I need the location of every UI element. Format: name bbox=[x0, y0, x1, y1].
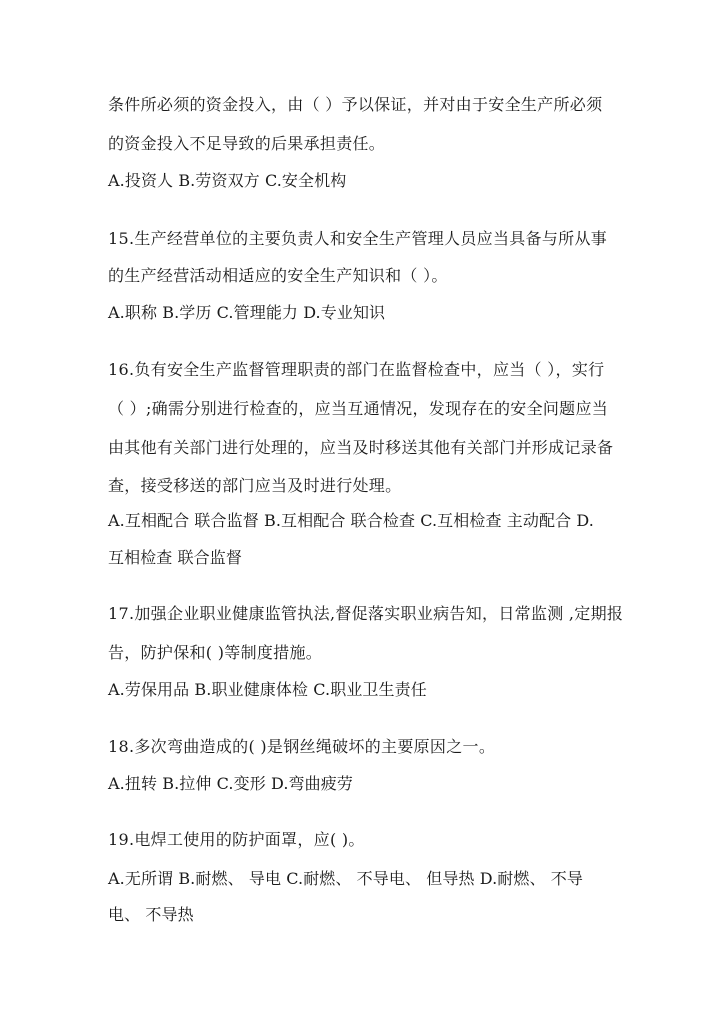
question-text-line: 16.负有安全生产监督管理职责的部门在监督检查中，应当（ ），实行 bbox=[108, 360, 605, 379]
question-text-line: 由其他有关部门进行处理的，应当及时移送其他有关部门并形成记录备 bbox=[108, 438, 614, 457]
answer-options: A.职称 B.学历 C.管理能力 D.专业知识 bbox=[108, 303, 386, 322]
question-text-line: 的资金投入不足导致的后果承担责任。 bbox=[108, 134, 386, 153]
question-text-line: 17.加强企业职业健康监管执法,督促落实职业病告知，日常监测 ,定期报 bbox=[108, 604, 624, 623]
answer-options: A.投资人 B.劳资双方 C.安全机构 bbox=[108, 171, 347, 190]
question-text-line: 告，防护保和( )等制度措施。 bbox=[108, 643, 323, 662]
answer-options: 互相检查 联合监督 bbox=[108, 548, 242, 567]
question-text-line: （ ）;确需分别进行检查的，应当互通情况，发现存在的安全问题应当 bbox=[108, 399, 609, 418]
answer-options: A.互相配合 联合监督 B.互相配合 联合检查 C.互相检查 主动配合 D. bbox=[108, 511, 594, 530]
answer-options: A.扭转 B.拉伸 C.变形 D.弯曲疲劳 bbox=[108, 774, 353, 793]
question-text-line: 的生产经营活动相适应的安全生产知识和（ ）。 bbox=[108, 266, 448, 285]
answer-options: A.劳保用品 B.职业健康体检 C.职业卫生责任 bbox=[108, 680, 427, 699]
answer-options: 电、 不导热 bbox=[108, 905, 194, 924]
question-text-line: 15.生产经营单位的主要负责人和安全生产管理人员应当具备与所从事 bbox=[108, 229, 608, 248]
question-text-line: 查，接受移送的部门应当及时进行处理。 bbox=[108, 476, 402, 495]
answer-options: A.无所谓 B.耐燃、 导电 C.耐燃、 不导电、 但导热 D.耐燃、 不导 bbox=[108, 869, 583, 888]
question-text-line: 条件所必须的资金投入，由（ ）予以保证，并对由于安全生产所必须 bbox=[108, 95, 603, 114]
question-text-line: 19.电焊工使用的防护面罩，应( )。 bbox=[108, 830, 365, 849]
question-text-line: 18.多次弯曲造成的( )是钢丝绳破坏的主要原因之一。 bbox=[108, 737, 496, 756]
